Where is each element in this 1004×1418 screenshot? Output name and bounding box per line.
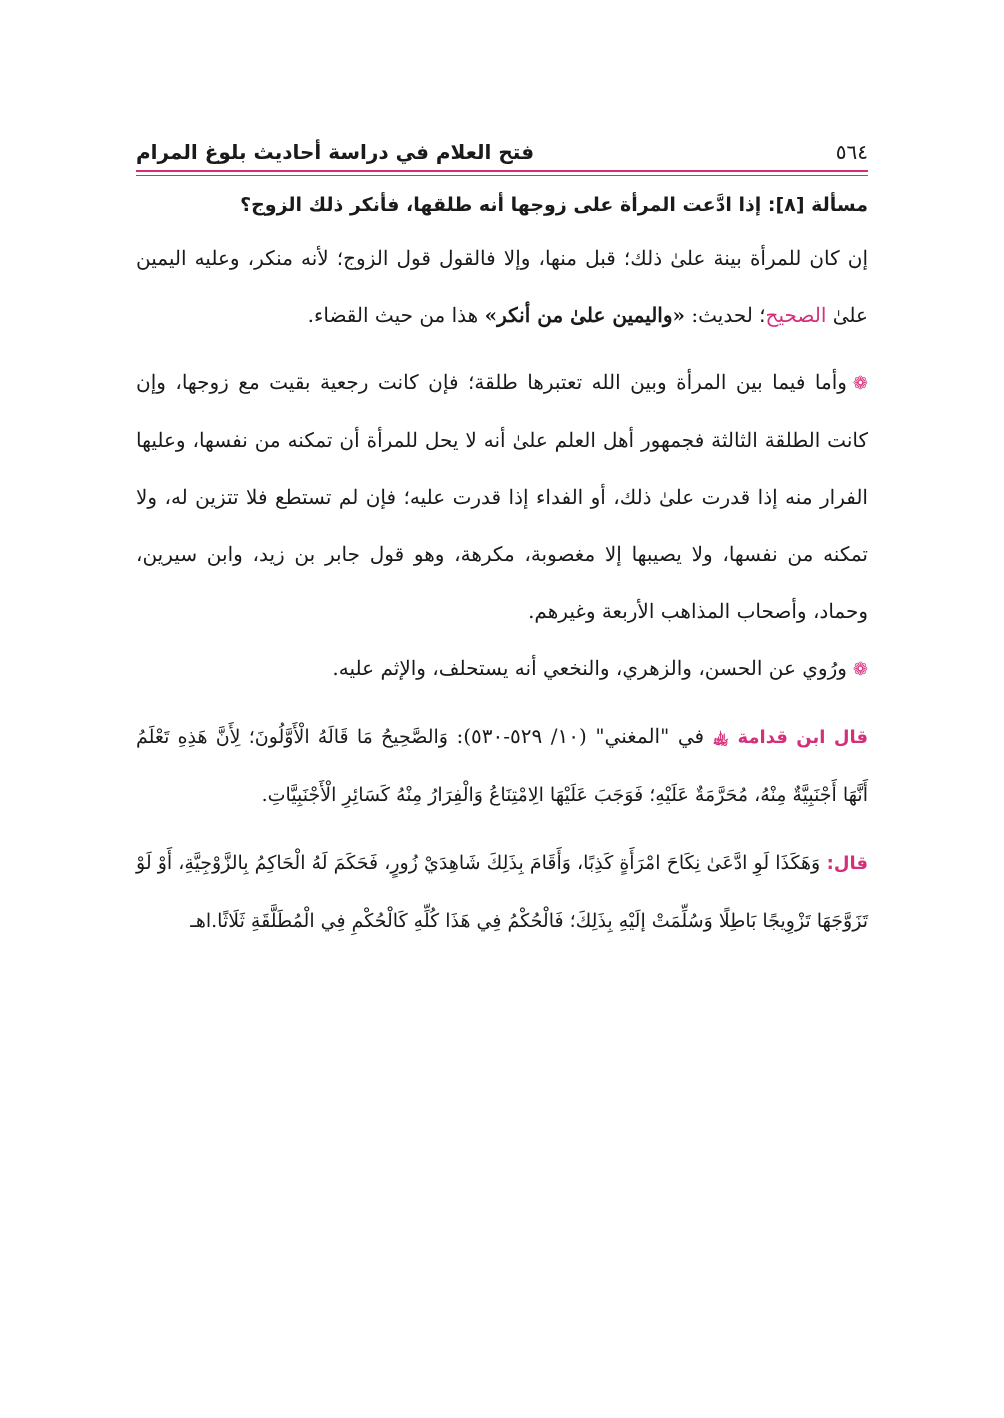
- para1-text-2: ؛ لحديث:: [691, 303, 766, 327]
- hadith-quote: «واليمين علىٰ من أنكر»: [484, 303, 686, 327]
- question-label: مسألة [٨]:: [767, 194, 868, 216]
- para1-text: إن كان للمرأة بينة علىٰ ذلك؛ قبل منها، وإلا فالقول قول الزوج؛ لأنه منكر، وعليه اليمين علىٰ: [136, 246, 868, 327]
- para2-text: وأما فيما بين المرأة وبين الله تعتبرها طلقة؛ فإن كانت رجعية بقيت مع زوجها، وإن كانت الطلقة الثالثة فجمهور أهل العلم علىٰ أنه لا يحل للمرأة أن تمكنه من نفسها، وعليها الفرار منه إذا قدرت علىٰ ذلك، أو الفداء إذا قدرت عليه؛ فإن لم تستطع فلا تتزين له، ولا تمكنه من نفسها، ولا يصيبها إلا مغصوبة، مكرهة، وهو قول جابر بن زيد، وابن سيرين، وحماد، وأصحاب المذاهب الأربعة وغيرهم.: [136, 370, 868, 623]
- paragraph-4: [136, 708, 868, 824]
- paragraph-1: [136, 230, 868, 344]
- question-text: إذا ادَّعت المرأة على زوجها أنه طلقها، فأنكر ذلك الزوج؟: [240, 194, 762, 216]
- paragraph-3: [136, 640, 868, 698]
- header-rule-thin: [136, 175, 868, 176]
- paragraph-2: [136, 354, 868, 640]
- para3-text: ورُوي عن الحسن، والزهري، والنخعي أنه يستحلف، والإثم عليه.: [332, 656, 847, 680]
- para1-text-3: هذا من حيث القضاء.: [307, 303, 479, 327]
- header-rule: [136, 170, 868, 172]
- paragraph-5: [136, 834, 868, 950]
- page-number: ٥٦٤: [835, 140, 868, 164]
- source-citation: في "المغني" (١٠/ ٥٢٩-٥٣٠):: [456, 724, 705, 748]
- book-title: فتح العلام في دراسة أحاديث بلوغ المرام: [136, 140, 535, 164]
- page: [136, 128, 868, 950]
- speaker-label: قال:: [826, 853, 868, 874]
- speaker-ibn-qudama: قال ابن قدامة ﵀: [712, 727, 869, 748]
- quote-text: وَالصَّحِيحُ مَا قَالَهُ الْأَوَّلُونَ؛ لِأَنَّ هَذِهِ تَعْلَمُ أَنَّهَا أَجْنَبِيَّةٌ مِنْهُ، مُحَرَّمَةٌ عَلَيْهِ؛ فَوَجَبَ عَلَيْهَا الِامْتِنَاعُ وَالْفِرَارُ مِنْهُ كَسَائِرِ الْأَجْنَبِيَّاتِ.: [136, 726, 868, 806]
- question-heading: [136, 190, 868, 220]
- sahih-link[interactable]: الصحيح: [765, 303, 827, 327]
- running-header: [136, 128, 868, 164]
- flower-bullet-icon: ❁: [852, 659, 868, 680]
- quote-text-2: وَهَكَذَا لَوِ ادَّعَىٰ نِكَاحَ امْرَأَةٍ كَذِبًا، وَأَقَامَ بِذَلِكَ شَاهِدَيْ زُورٍ، فَحَكَمَ لَهُ الْحَاكِمُ بِالزَّوْجِيَّةِ، أَوْ لَوْ تَزَوَّجَهَا تَزْوِيجًا بَاطِلًا وَسُلِّمَتْ إلَيْهِ بِذَلِكَ؛ فَالْحُكْمُ فِي هَذَا كُلِّهِ كَالْحُكْمِ فِي الْمُطَلَّقَةِ ثَلَاثًا.اهـ: [136, 852, 868, 932]
- flower-bullet-icon: ❁: [852, 373, 868, 394]
